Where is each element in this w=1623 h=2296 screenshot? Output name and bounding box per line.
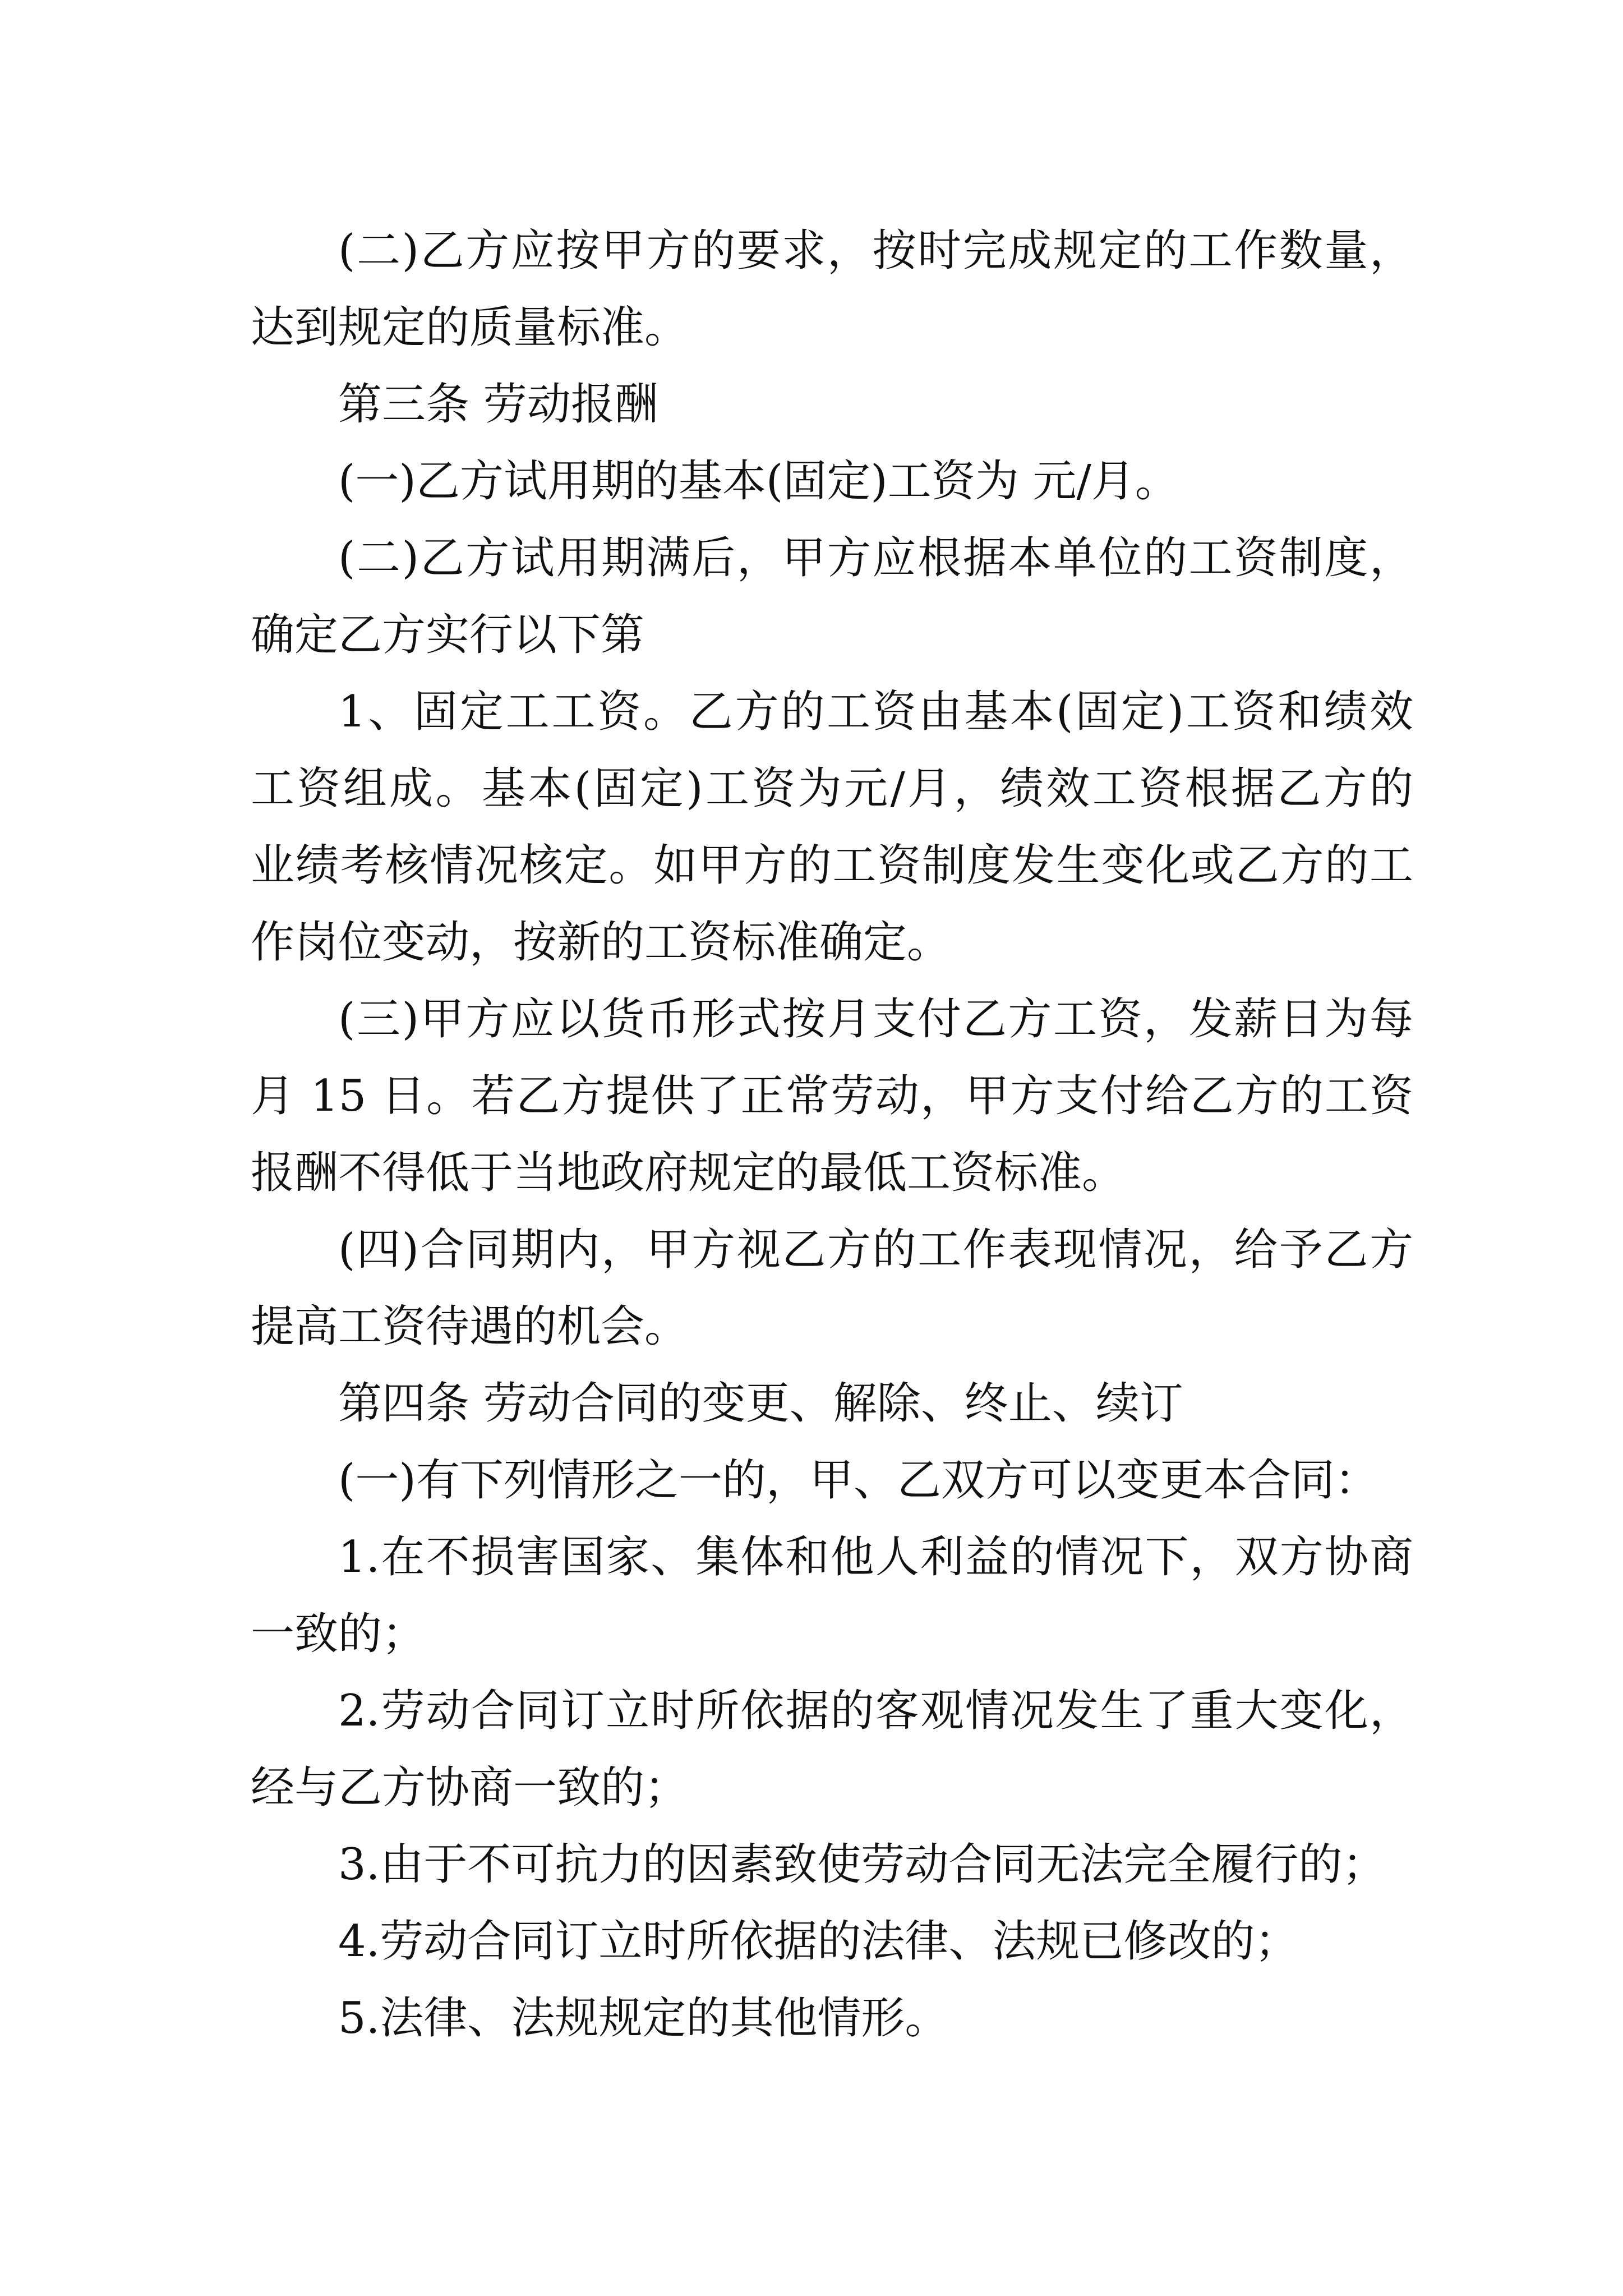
text-line: 第四条 劳动合同的变更、解除、终止、续订 (338, 1378, 1183, 1429)
document-page (251, 213, 1413, 2057)
paragraph (251, 1212, 1413, 1365)
text-line: (一)有下列情形之一的，甲、乙双方可以变更本合同： (338, 1455, 1378, 1506)
text-line: 经与乙方协商一致的； (251, 1763, 689, 1813)
text-line: 月 15 日。若乙方提供了正常劳动，甲方支付给乙方的工资 (251, 1071, 1413, 1121)
paragraph (251, 213, 1413, 366)
text-line: 1.在不损害国家、集体和他人利益的情况下，双方协商 (338, 1532, 1413, 1582)
text-line: (二)乙方试用期满后，甲方应根据本单位的工资制度， (338, 533, 1413, 583)
text-line: 报酬不得低于当地政府规定的最低工资标准。 (251, 1148, 1126, 1198)
article-heading (251, 366, 1413, 443)
list-item (251, 1980, 1413, 2057)
paragraph (251, 1442, 1413, 1519)
text-line: 确定乙方实行以下第 (251, 610, 645, 660)
paragraph (251, 443, 1413, 520)
paragraph (251, 981, 1413, 1212)
text-line: (一)乙方试用期的基本(固定)工资为 元/月。 (338, 456, 1179, 507)
text-line: 一致的； (251, 1609, 426, 1659)
list-item (251, 1826, 1413, 1903)
text-line: 工资组成。基本(固定)工资为元/月，绩效工资根据乙方的 (251, 763, 1413, 814)
text-line: (四)合同期内，甲方视乙方的工作表现情况，给予乙方 (338, 1225, 1413, 1275)
text-line: 第三条 劳动报酬 (338, 379, 658, 430)
text-line: 提高工资待遇的机会。 (251, 1301, 689, 1352)
article-heading (251, 1365, 1413, 1442)
text-line: 1、固定工工资。乙方的工资由基本(固定)工资和绩效 (338, 687, 1413, 737)
text-line: (二)乙方应按甲方的要求，按时完成规定的工作数量， (338, 226, 1413, 276)
text-line: 3.由于不可抗力的因素致使劳动合同无法完全履行的； (338, 1839, 1386, 1890)
text-line: 4.劳动合同订立时所依据的法律、法规已修改的； (338, 1916, 1299, 1967)
list-item (251, 1903, 1413, 1980)
text-line: 2.劳动合同订立时所依据的客观情况发生了重大变化， (338, 1686, 1413, 1736)
text-line: 达到规定的质量标准。 (251, 302, 689, 353)
text-line: (三)甲方应以货币形式按月支付乙方工资，发薪日为每 (338, 994, 1413, 1045)
text-line: 5.法律、法规规定的其他情形。 (338, 1993, 949, 2044)
text-line: 业绩考核情况核定。如甲方的工资制度发生变化或乙方的工 (251, 840, 1413, 891)
paragraph (251, 520, 1413, 674)
list-item (251, 1519, 1413, 1673)
text-line: 作岗位变动，按新的工资标准确定。 (251, 917, 951, 968)
paragraph (251, 674, 1413, 981)
list-item (251, 1673, 1413, 1826)
